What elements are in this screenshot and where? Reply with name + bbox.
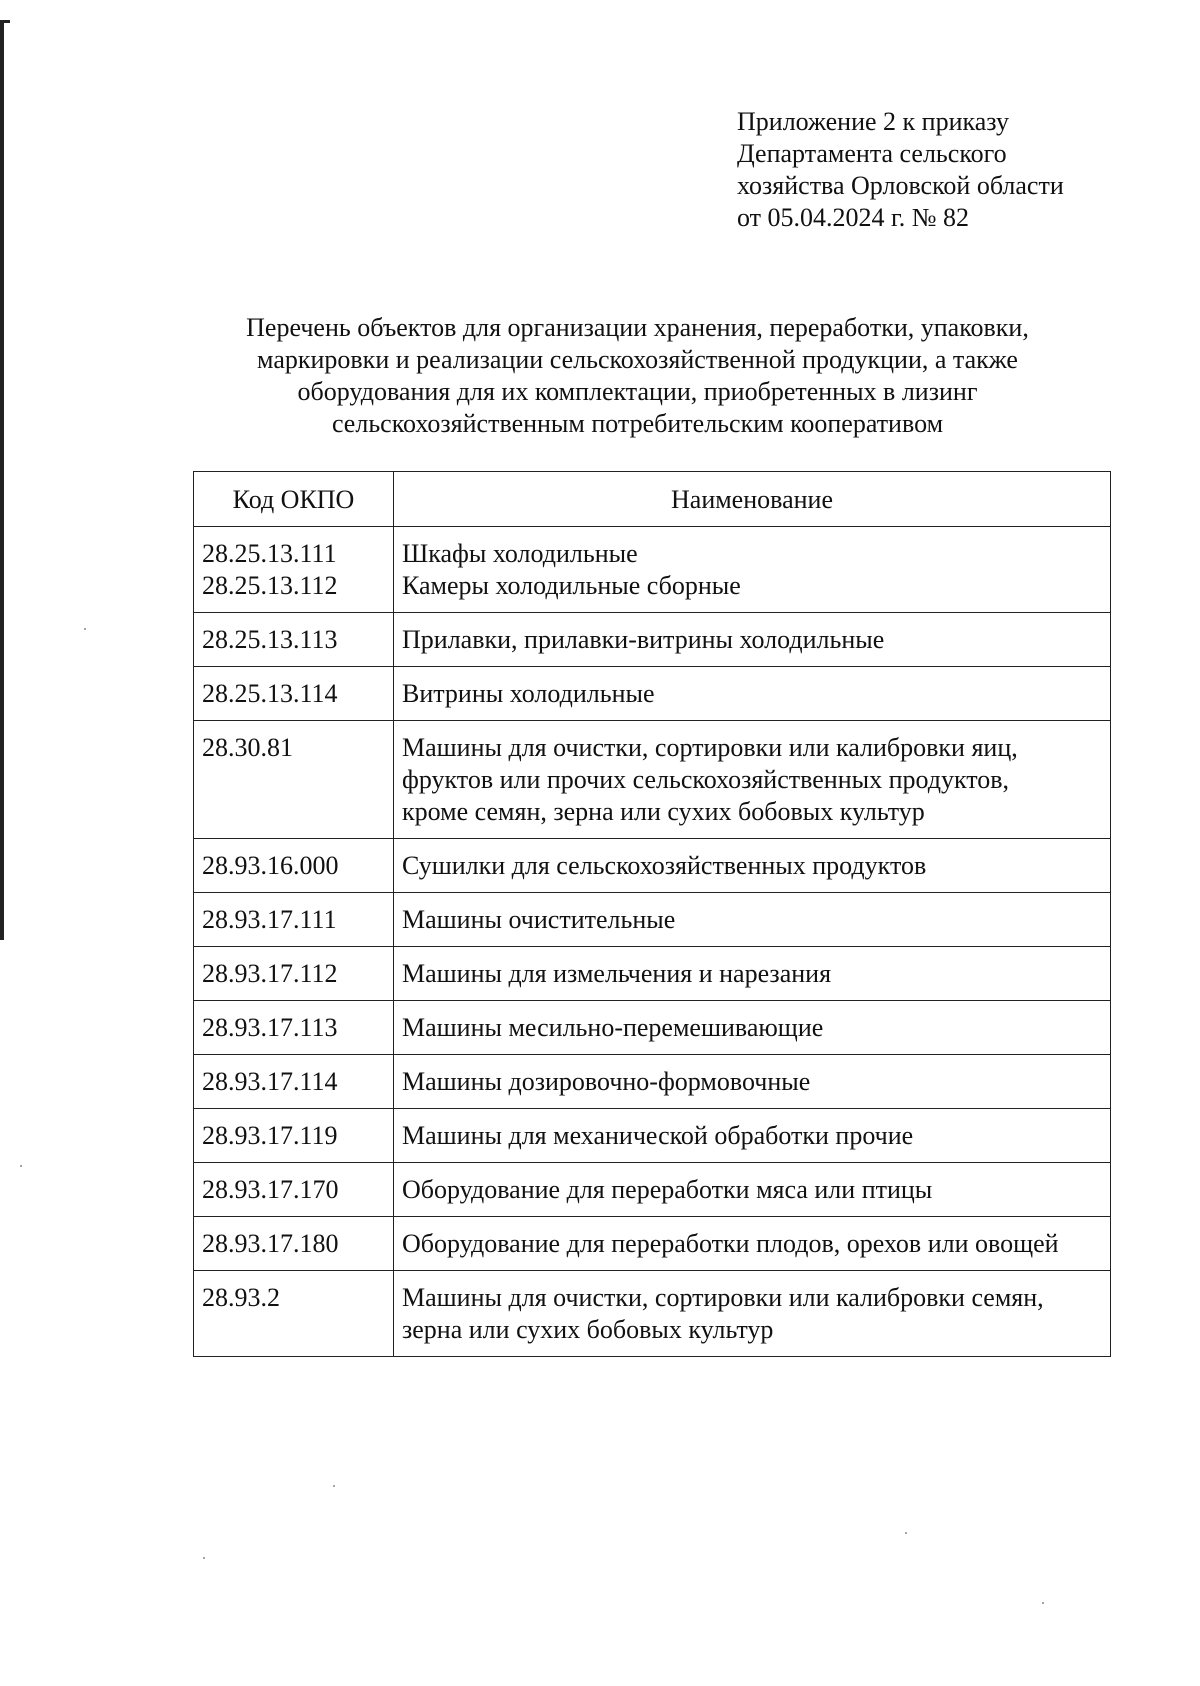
- name-text: Машины для очистки, сортировки или калибровки яиц,: [402, 733, 1018, 762]
- name-cell: [394, 1001, 1111, 1055]
- scan-edge-mark: [0, 20, 4, 940]
- code-cell: [194, 1055, 394, 1109]
- code-cell: [194, 1271, 394, 1357]
- code-value: 28.25.13.112: [202, 571, 338, 600]
- table-row: [194, 1055, 1111, 1109]
- scan-speck: [84, 628, 86, 630]
- name-text: Машины для механической обработки прочие: [402, 1121, 914, 1150]
- name-cell: [394, 839, 1111, 893]
- code-value: 28.93.16.000: [202, 851, 339, 880]
- code-value: 28.25.13.113: [202, 625, 338, 654]
- name-text: Сушилки для сельскохозяйственных продуктов: [402, 851, 927, 880]
- table-row: [194, 667, 1111, 721]
- code-cell: [194, 839, 394, 893]
- code-value: 28.93.17.119: [202, 1121, 338, 1150]
- name-text: Машины дозировочно-формовочные: [402, 1067, 811, 1096]
- name-text: зерна или сухих бобовых культур: [402, 1315, 774, 1344]
- table-row: [194, 1271, 1111, 1357]
- title-line: Перечень объектов для организации хранения, переработки, упаковки,: [246, 313, 1029, 342]
- name-cell: [394, 527, 1111, 613]
- name-cell: [394, 721, 1111, 839]
- name-text: Витрины холодильные: [402, 679, 655, 708]
- code-cell: [194, 1217, 394, 1271]
- name-text: Прилавки, прилавки-витрины холодильные: [402, 625, 885, 654]
- code-cell: [194, 721, 394, 839]
- scan-speck: [333, 1485, 335, 1487]
- table-row: [194, 721, 1111, 839]
- name-text: Шкафы холодильные: [402, 539, 638, 568]
- code-value: 28.93.17.112: [202, 959, 338, 988]
- code-value: 28.25.13.114: [202, 679, 338, 708]
- name-cell: [394, 1109, 1111, 1163]
- code-cell: [194, 527, 394, 613]
- code-cell: [194, 613, 394, 667]
- document-title: [180, 312, 1095, 440]
- name-text: Камеры холодильные сборные: [402, 571, 741, 600]
- code-value: 28.93.17.170: [202, 1175, 339, 1204]
- code-cell: [194, 893, 394, 947]
- name-text: Машины для измельчения и нарезания: [402, 959, 832, 988]
- table-row: [194, 613, 1111, 667]
- code-value: 28.25.13.111: [202, 539, 337, 568]
- name-cell: [394, 613, 1111, 667]
- name-text: Машины очистительные: [402, 905, 676, 934]
- scan-speck: [203, 1557, 205, 1559]
- code-cell: [194, 1163, 394, 1217]
- name-cell: [394, 1055, 1111, 1109]
- code-cell: [194, 947, 394, 1001]
- table-row: [194, 527, 1111, 613]
- table-row: [194, 893, 1111, 947]
- code-value: 28.93.17.111: [202, 905, 337, 934]
- title-line: оборудования для их комплектации, приобретенных в лизинг: [297, 377, 978, 406]
- annex-line: Приложение 2 к приказу: [737, 107, 1010, 136]
- items-table: [193, 471, 1111, 1357]
- name-text: Машины для очистки, сортировки или калибровки семян,: [402, 1283, 1044, 1312]
- table-header-row: [194, 472, 1111, 527]
- table-row: [194, 1109, 1111, 1163]
- code-value: 28.93.17.180: [202, 1229, 339, 1258]
- code-cell: [194, 667, 394, 721]
- name-cell: [394, 1271, 1111, 1357]
- header-name: Наименование: [394, 472, 1111, 527]
- table-row: [194, 1217, 1111, 1271]
- code-value: 28.30.81: [202, 733, 293, 762]
- name-text: Машины месильно-перемешивающие: [402, 1013, 824, 1042]
- annex-reference: [737, 106, 1064, 234]
- name-text: Оборудование для переработки мяса или птицы: [402, 1175, 933, 1204]
- annex-line: Департамента сельского: [737, 139, 1007, 168]
- table-row: [194, 1163, 1111, 1217]
- name-cell: [394, 893, 1111, 947]
- code-value: 28.93.2: [202, 1283, 280, 1312]
- name-cell: [394, 1217, 1111, 1271]
- table-row: [194, 1001, 1111, 1055]
- name-text: фруктов или прочих сельскохозяйственных продуктов,: [402, 765, 1010, 794]
- code-value: 28.93.17.113: [202, 1013, 338, 1042]
- scan-speck: [20, 1165, 22, 1167]
- code-cell: [194, 1109, 394, 1163]
- name-cell: [394, 1163, 1111, 1217]
- code-value: 28.93.17.114: [202, 1067, 338, 1096]
- header-code: Код ОКПО: [194, 472, 394, 527]
- annex-line: от 05.04.2024 г. № 82: [737, 203, 970, 232]
- title-line: сельскохозяйственным потребительским кооперативом: [331, 409, 944, 438]
- scan-corner-mark: [0, 20, 10, 23]
- scan-speck: [1042, 1602, 1044, 1604]
- code-cell: [194, 1001, 394, 1055]
- name-text: Оборудование для переработки плодов, орехов или овощей: [402, 1229, 1059, 1258]
- name-cell: [394, 667, 1111, 721]
- annex-line: хозяйства Орловской области: [737, 171, 1064, 200]
- scan-speck: [905, 1532, 907, 1534]
- table-row: [194, 947, 1111, 1001]
- table-row: [194, 839, 1111, 893]
- name-text: кроме семян, зерна или сухих бобовых культур: [402, 797, 925, 826]
- name-cell: [394, 947, 1111, 1001]
- title-line: маркировки и реализации сельскохозяйственной продукции, а также: [257, 345, 1018, 374]
